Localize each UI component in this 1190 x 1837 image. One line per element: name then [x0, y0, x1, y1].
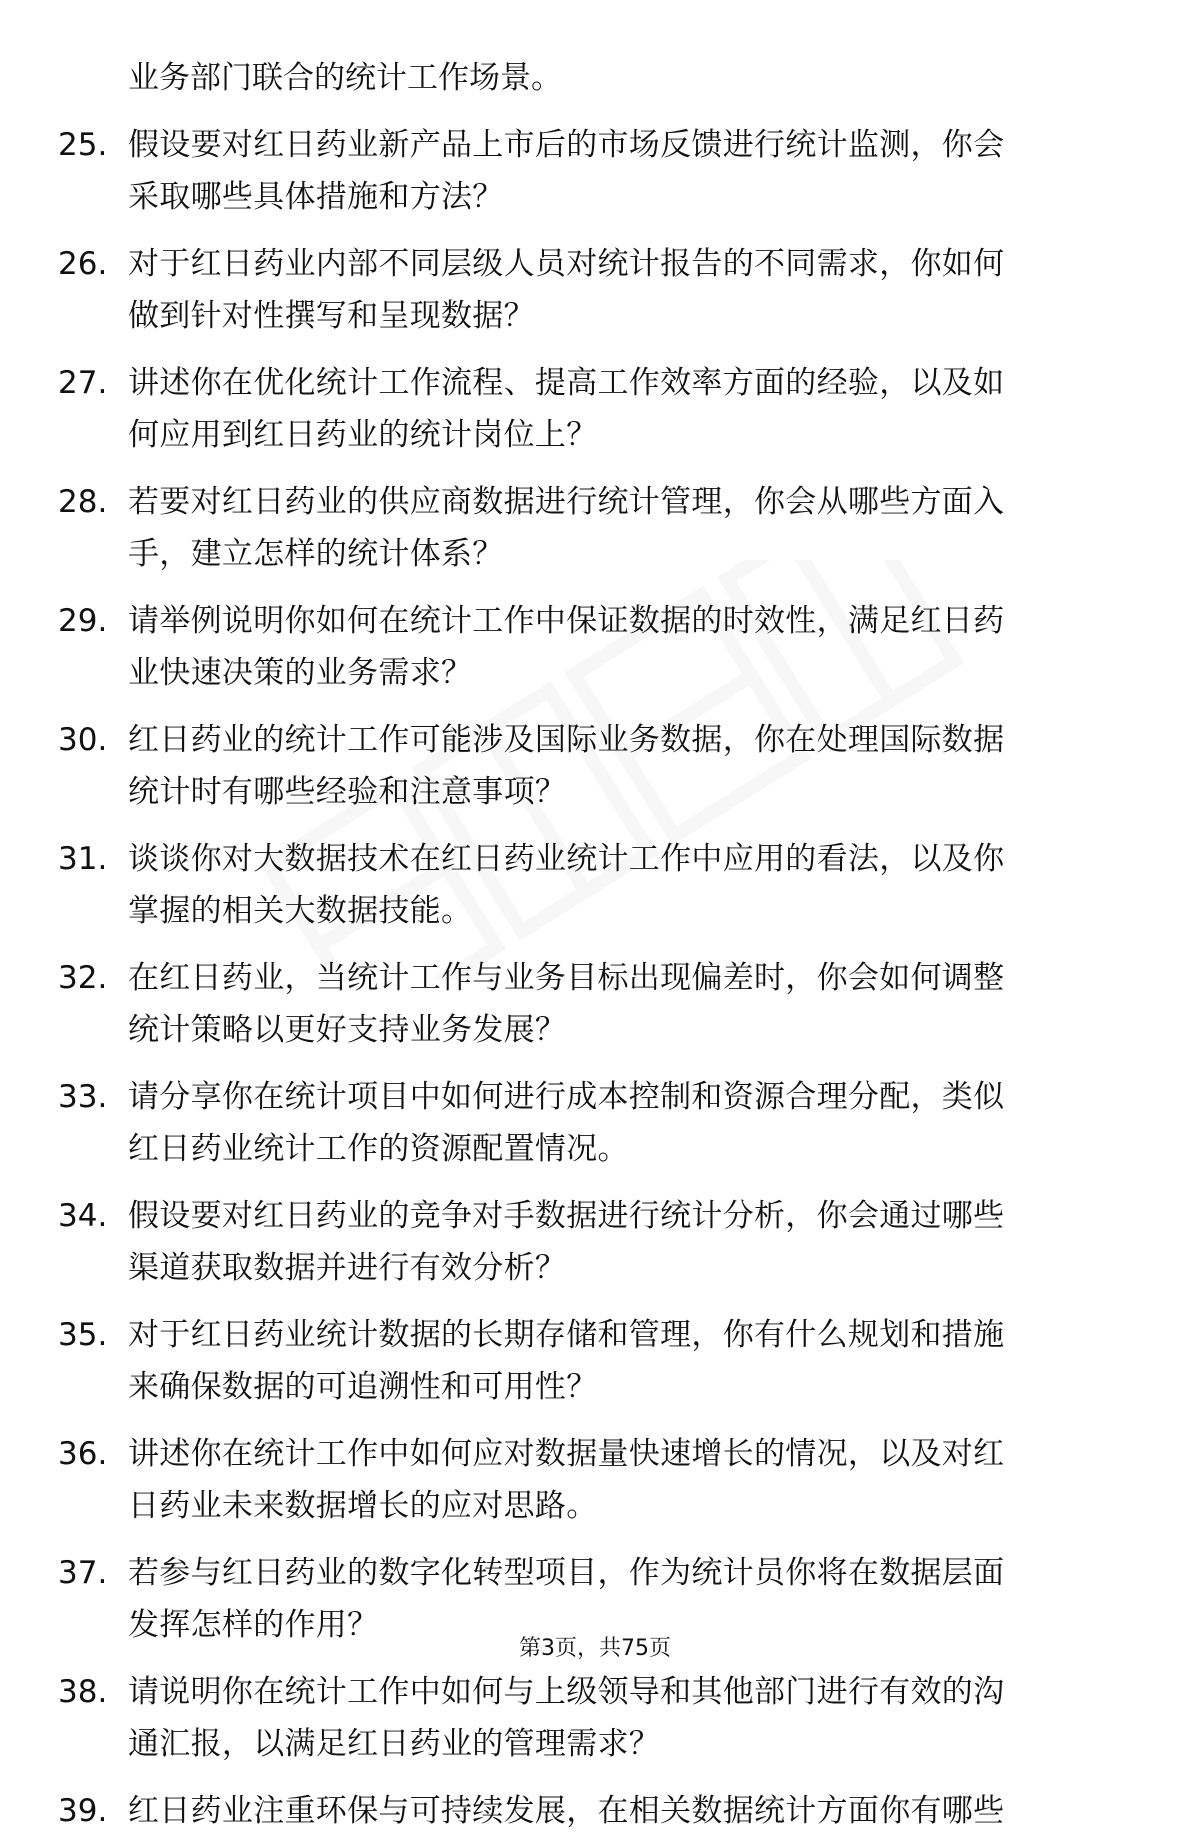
question-item	[58, 476, 1118, 580]
question-line: 渠道获取数据并进行有效分析？	[128, 1250, 567, 1286]
question-line: 假设要对红日药业新产品上市后的市场反馈进行统计监测，你会	[128, 127, 1005, 163]
question-line: 请分享你在统计项目中如何进行成本控制和资源合理分配，类似	[128, 1079, 1005, 1115]
question-item	[58, 1428, 1118, 1532]
continuation-text: 业务部门联合的统计工作场景。	[128, 60, 562, 96]
question-number: 30.	[58, 722, 108, 758]
question-line: 对于红日药业内部不同层级人员对统计报告的不同需求，你如何	[128, 246, 1005, 282]
question-number: 26.	[58, 246, 108, 282]
question-item	[58, 714, 1118, 818]
question-item	[58, 1785, 1118, 1837]
question-item	[58, 952, 1118, 1056]
question-number: 31.	[58, 841, 108, 877]
question-item	[58, 1071, 1118, 1175]
question-item	[58, 1309, 1118, 1413]
question-line: 统计时有哪些经验和注意事项？	[128, 774, 567, 810]
question-number: 38.	[58, 1674, 108, 1710]
question-number: 27.	[58, 365, 108, 401]
question-line: 谈谈你对大数据技术在红日药业统计工作中应用的看法，以及你	[128, 841, 1005, 877]
question-line: 通汇报，以满足红日药业的管理需求？	[128, 1726, 661, 1762]
question-line: 红日药业的统计工作可能涉及国际业务数据，你在处理国际数据	[128, 722, 1005, 758]
question-number: 25.	[58, 127, 108, 163]
question-line: 业快速决策的业务需求？	[128, 655, 473, 691]
question-number: 35.	[58, 1317, 108, 1353]
question-item	[58, 1666, 1118, 1770]
question-line: 统计策略以更好支持业务发展？	[128, 1012, 567, 1048]
question-number: 33.	[58, 1079, 108, 1115]
question-line: 请说明你在统计工作中如何与上级领导和其他部门进行有效的沟	[128, 1674, 1005, 1710]
question-line: 红日药业注重环保与可持续发展，在相关数据统计方面你有哪些	[128, 1793, 1005, 1829]
question-number: 29.	[58, 603, 108, 639]
question-line: 来确保数据的可追溯性和可用性？	[128, 1369, 598, 1405]
question-line: 手，建立怎样的统计体系？	[128, 536, 504, 572]
question-number: 39.	[58, 1793, 108, 1829]
question-number: 34.	[58, 1198, 108, 1234]
question-item	[58, 833, 1118, 937]
question-line: 讲述你在优化统计工作流程、提高工作效率方面的经验，以及如	[128, 365, 1005, 401]
question-line: 讲述你在统计工作中如何应对数据量快速增长的情况，以及对红	[128, 1436, 1005, 1472]
question-line: 若要对红日药业的供应商数据进行统计管理，你会从哪些方面入	[128, 484, 1005, 520]
question-item	[58, 119, 1118, 223]
question-number: 32.	[58, 960, 108, 996]
question-line: 发挥怎样的作用？	[128, 1607, 379, 1643]
question-line: 日药业未来数据增长的应对思路。	[128, 1488, 598, 1524]
question-line: 请举例说明你如何在统计工作中保证数据的时效性，满足红日药	[128, 603, 1005, 639]
question-line: 若参与红日药业的数字化转型项目，作为统计员你将在数据层面	[128, 1555, 1005, 1591]
question-line: 做到针对性撰写和呈现数据？	[128, 298, 535, 334]
question-line: 对于红日药业统计数据的长期存储和管理，你有什么规划和措施	[128, 1317, 1005, 1353]
question-line: 何应用到红日药业的统计岗位上？	[128, 417, 598, 453]
question-item	[58, 238, 1118, 342]
question-number: 28.	[58, 484, 108, 520]
question-item	[58, 595, 1118, 699]
question-number: 37.	[58, 1555, 108, 1591]
question-number: 36.	[58, 1436, 108, 1472]
question-line: 红日药业统计工作的资源配置情况。	[128, 1131, 629, 1167]
question-list	[58, 52, 1118, 1837]
page-footer: 第3页，共75页	[519, 1636, 671, 1661]
question-line: 掌握的相关大数据技能。	[128, 893, 473, 929]
question-line: 在红日药业，当统计工作与业务目标出现偏差时，你会如何调整	[128, 960, 1005, 996]
question-line: 采取哪些具体措施和方法？	[128, 179, 504, 215]
question-line: 假设要对红日药业的竞争对手数据进行统计分析，你会通过哪些	[128, 1198, 1005, 1234]
question-item	[58, 357, 1118, 461]
question-item	[58, 1190, 1118, 1294]
